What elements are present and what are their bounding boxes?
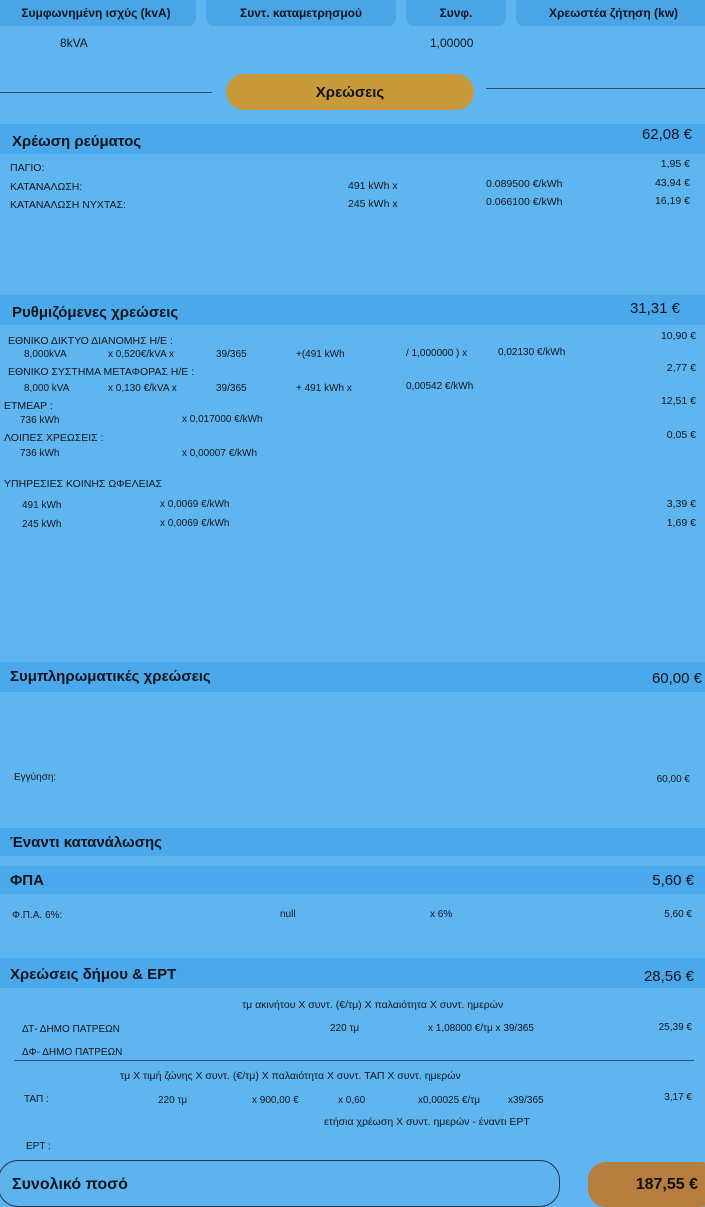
etmear-amount: 12,51 € xyxy=(660,395,696,407)
admie-kva: 8,000 kVA xyxy=(24,383,70,394)
yko-label: ΥΠΗΡΕΣΙΕΣ ΚΟΙΝΗΣ ΩΦΕΛΕΙΑΣ xyxy=(4,478,162,490)
df-rule xyxy=(14,1060,694,1061)
vat-amount: 5,60 € xyxy=(664,909,692,920)
total-label: Συνολικό ποσό xyxy=(12,1176,128,1193)
yko-day-amount: 3,39 € xyxy=(666,498,696,510)
power-consumption-rate: 0.089500 €/kWh xyxy=(486,178,563,190)
vat-rate: x 6% xyxy=(430,909,453,920)
header-col-power: Συμφωνημένη ισχύς (kvA) xyxy=(0,0,196,26)
admie-label: ΕΘΝΙΚΟ ΣΥΣΤΗΜΑ ΜΕΤΑΦΟΡΑΣ Η/Ε : xyxy=(8,366,195,378)
tap-days: x39/365 xyxy=(508,1095,544,1106)
tap-coef: x0,00025 €/τμ xyxy=(418,1095,480,1106)
deddie-label: ΕΘΝΙΚΟ ΔΙΚΤΥΟ ΔΙΑΝΟΜΗΣ Η/Ε : xyxy=(8,335,173,347)
section-municipal-title: Χρεώσεις δήμου & ΕΡΤ xyxy=(10,966,177,983)
section-against-title: Έναντι κατανάλωσης xyxy=(10,834,162,851)
admie-kwh: + 491 kWh x xyxy=(296,383,352,394)
power-night-qty: 245 kWh x xyxy=(348,198,398,210)
yko-night-amount: 1,69 € xyxy=(666,517,696,529)
charges-banner: Χρεώσεις xyxy=(226,74,474,110)
tap-area: 220 τμ xyxy=(158,1095,188,1106)
dt-rate: x 1,08000 €/τμ x 39/365 xyxy=(428,1023,534,1034)
yko-day-rate: x 0,0069 €/kWh xyxy=(160,499,230,510)
power-night-label: ΚΑΤΑΝΑΛΩΣΗ ΝΥΧΤΑΣ: xyxy=(10,199,126,211)
section-power-total: 62,08 € xyxy=(641,126,692,143)
yko-night-rate: x 0,0069 €/kWh xyxy=(160,518,230,529)
deddie-kwh: +(491 kWh xyxy=(296,349,345,360)
tap-zone-price: x 900,00 € xyxy=(252,1095,299,1106)
header-col-demand: Χρεωστέα ζήτηση (kw) xyxy=(516,0,705,26)
header-col-cosphi: Συνφ. xyxy=(406,0,506,26)
etmear-rate: x 0,017000 €/kWh xyxy=(182,414,263,425)
vat-label: Φ.Π.Α. 6%: xyxy=(12,910,63,921)
other-charges-label: ΛΟΙΠΕΣ ΧΡΕΩΣΕΙΣ : xyxy=(4,432,104,444)
municipal-formula-2: τμ Χ τιμή ζώνης Χ συντ. (€/τμ) Χ παλαιότητα Χ συντ. ΤΑΠ Χ συντ. ημερών xyxy=(120,1070,461,1082)
etmear-label: ΕΤΜΕΑΡ : xyxy=(4,400,53,412)
admie-kva-rate: x 0,130 €/kVA x xyxy=(108,383,177,394)
other-charges-amount: 0,05 € xyxy=(666,429,696,441)
power-consumption-qty: 491 kWh x xyxy=(348,180,398,192)
section-vat-title: ΦΠΑ xyxy=(10,872,44,889)
admie-amount: 2,77 € xyxy=(666,362,696,374)
other-charges-rate: x 0,00007 €/kWh xyxy=(182,448,258,459)
municipal-formula-3: ετήσια χρέωση Χ συντ. ημερών - έναντι ΕΡΤ xyxy=(324,1116,530,1128)
power-night-amount: 16,19 € xyxy=(654,195,690,207)
section-supplementary-title: Συμπληρωματικές χρεώσεις xyxy=(10,668,211,685)
power-consumption-label: ΚΑΤΑΝΑΛΩΣΗ: xyxy=(10,181,83,193)
deddie-amount: 10,90 € xyxy=(660,330,696,342)
power-consumption-amount: 43,94 € xyxy=(654,177,690,189)
power-night-rate: 0.066100 €/kWh xyxy=(486,196,563,208)
dt-area: 220 τμ xyxy=(330,1023,360,1034)
yko-day-kwh: 491 kWh xyxy=(22,500,62,511)
etmear-kwh: 736 kWh xyxy=(20,415,60,426)
dt-amount: 25,39 € xyxy=(658,1022,692,1033)
section-power-title: Χρέωση ρεύματος xyxy=(12,133,142,150)
header-col-meter-coef: Συντ. καταμετρησμού xyxy=(206,0,396,26)
ert-label: ΕΡΤ : xyxy=(26,1141,51,1152)
section-supplementary-total: 60,00 € xyxy=(651,670,702,687)
vat-base: null xyxy=(280,909,296,920)
dt-label: ΔΤ- ΔΗΜΟ ΠΑΤΡΕΩΝ xyxy=(22,1024,120,1035)
power-fixed-label: ΠΑΓΙΟ: xyxy=(10,162,45,174)
admie-kwh-rate: 0,00542 €/kWh xyxy=(406,381,474,392)
yko-night-kwh: 245 kWh xyxy=(22,519,62,530)
section-regulated-title: Ρυθμιζόμενες χρεώσεις xyxy=(12,304,179,321)
banner-rule-left xyxy=(0,92,212,93)
guarantee-amount: 60,00 € xyxy=(656,774,690,785)
deddie-divisor: / 1,000000 ) x xyxy=(406,348,468,359)
deddie-kwh-rate: 0,02130 €/kWh xyxy=(498,347,566,358)
df-label: ΔΦ- ΔΗΜΟ ΠΑΤΡΕΩΝ xyxy=(22,1047,123,1058)
deddie-kva-rate: x 0,520€/kVA x xyxy=(108,349,174,360)
deddie-days: 39/365 xyxy=(216,349,247,360)
contracted-power-value: 8kVA xyxy=(60,36,88,50)
municipal-formula-1: τμ ακινήτου Χ συντ. (€/τμ) Χ παλαιότητα Χ συντ. ημερών xyxy=(242,999,504,1011)
banner-rule-right xyxy=(486,88,705,89)
tap-age: x 0,60 xyxy=(338,1095,366,1106)
guarantee-label: Εγγύηση: xyxy=(14,772,57,783)
deddie-kva: 8,000kVA xyxy=(24,349,67,360)
other-charges-kwh: 736 kWh xyxy=(20,448,60,459)
power-fixed-amount: 1,95 € xyxy=(660,158,690,170)
section-regulated-total: 31,31 € xyxy=(629,300,680,317)
admie-days: 39/365 xyxy=(216,383,247,394)
tap-label: ΤΑΠ : xyxy=(24,1094,49,1105)
section-municipal-total: 28,56 € xyxy=(643,968,694,985)
tap-amount: 3,17 € xyxy=(664,1092,692,1103)
cosphi-value: 1,00000 xyxy=(430,36,474,50)
section-vat-total: 5,60 € xyxy=(652,872,694,889)
total-amount: 187,55 € xyxy=(635,1176,698,1193)
